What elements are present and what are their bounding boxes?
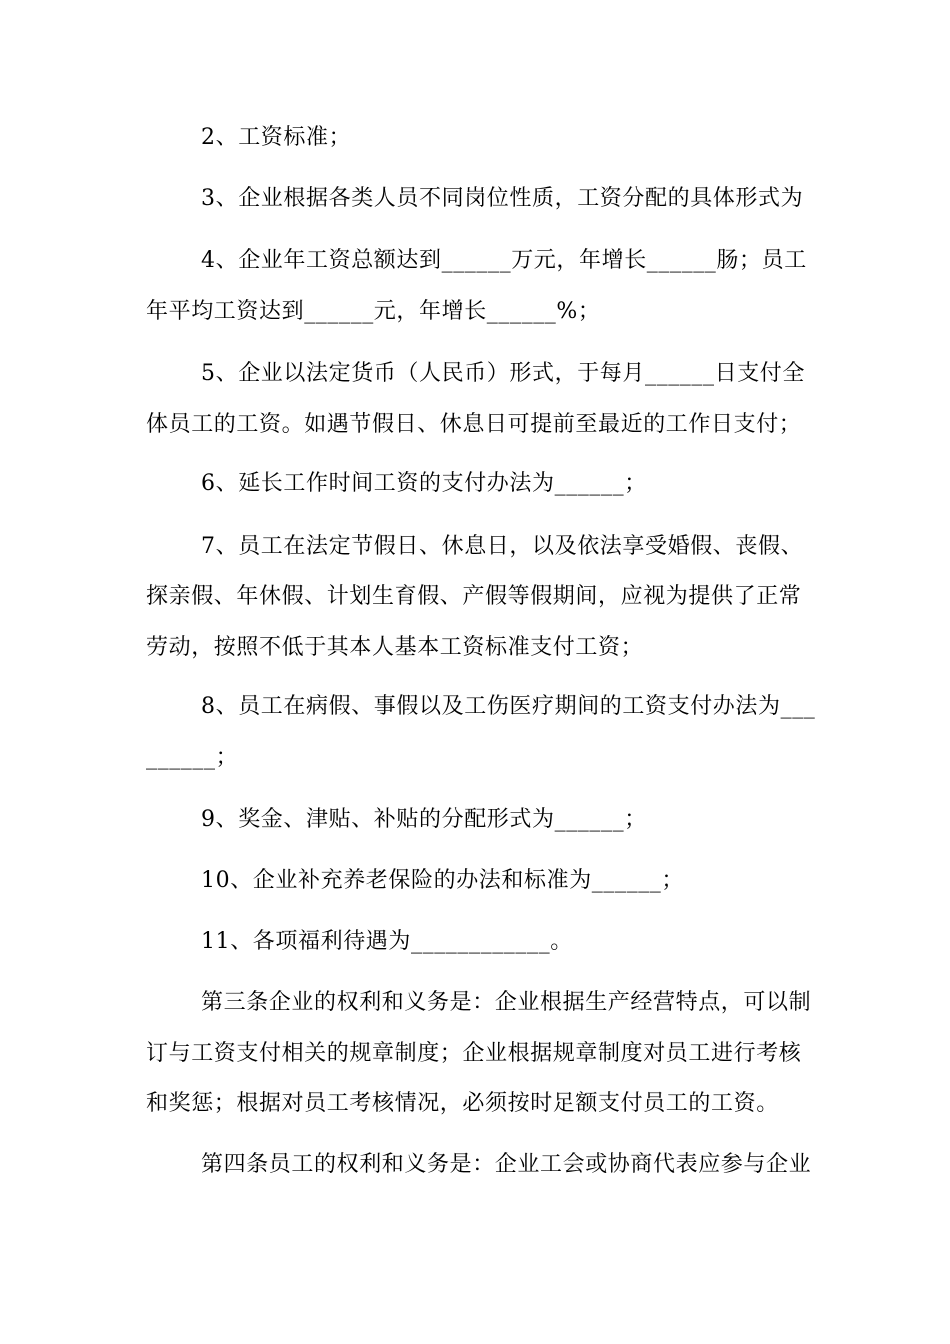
text-line-article-3-cont-1: 订与工资支付相关的规章制度；企业根据规章制度对员工进行考核 [146, 1041, 802, 1066]
text-line-item-2: 2、工资标准； [201, 125, 352, 150]
text-line-item-4: 4、企业年工资总额达到______万元，年增长______肠；员工 [201, 248, 807, 273]
text-line-article-3: 第三条企业的权利和义务是：企业根据生产经营特点，可以制 [201, 990, 812, 1015]
text-line-article-3-cont-2: 和奖惩；根据对员工考核情况，必须按时足额支付员工的工资。 [146, 1091, 779, 1116]
text-line-item-5-cont: 体员工的工资。如遇节假日、休息日可提前至最近的工作日支付； [146, 412, 802, 437]
text-line-item-3: 3、企业根据各类人员不同岗位性质，工资分配的具体形式为 [201, 186, 804, 211]
text-line-item-11: 11、各项福利待遇为____________。 [201, 929, 573, 954]
text-line-item-10: 10、企业补充养老保险的办法和标准为______； [201, 868, 684, 893]
text-line-item-7-cont-1: 探亲假、年休假、计划生育假、产假等假期间，应视为提供了正常 [146, 584, 802, 609]
text-line-item-7: 7、员工在法定节假日、休息日，以及依法享受婚假、丧假、 [201, 534, 804, 559]
text-line-item-6: 6、延长工作时间工资的支付办法为______； [201, 471, 647, 496]
text-line-article-4: 第四条员工的权利和义务是：企业工会或协商代表应参与企业 [201, 1152, 812, 1177]
text-line-item-7-cont-2: 劳动，按照不低于其本人基本工资标准支付工资； [146, 635, 644, 660]
text-line-item-8-cont: ______； [146, 745, 239, 770]
text-line-item-4-cont: 年平均工资达到______元，年增长______%； [146, 299, 601, 324]
text-line-item-5: 5、企业以法定货币（人民币）形式，于每月______日支付全 [201, 361, 805, 386]
text-line-item-8: 8、员工在病假、事假以及工伤医疗期间的工资支付办法为___ [201, 694, 816, 719]
text-line-item-9: 9、奖金、津贴、补贴的分配形式为______； [201, 807, 647, 832]
